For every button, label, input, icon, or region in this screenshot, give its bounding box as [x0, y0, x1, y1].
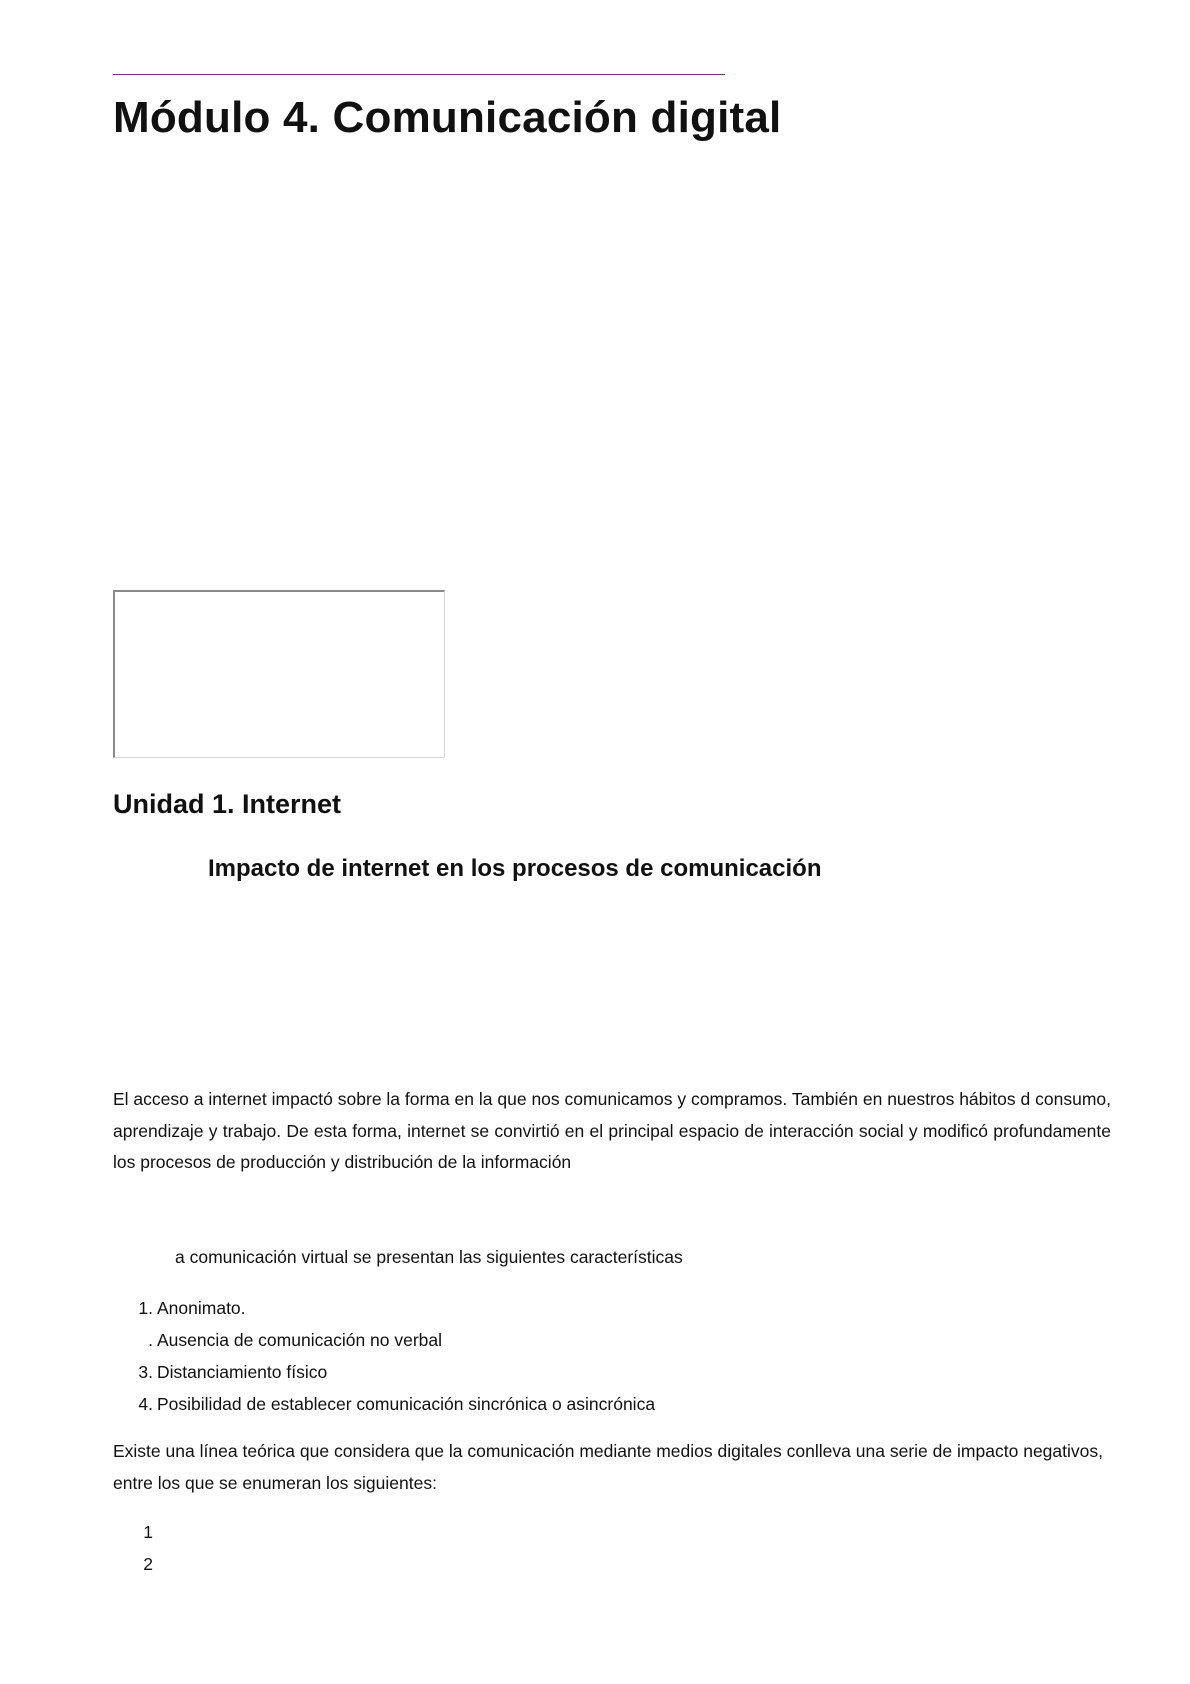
- list-marker: 1.: [138, 1298, 153, 1318]
- list-item-text: Anonimato.: [157, 1298, 246, 1318]
- image-placeholder: [113, 590, 445, 758]
- list-marker: 3.: [138, 1362, 153, 1382]
- list-item: [113, 1292, 655, 1324]
- section-heading: Impacto de internet en los procesos de comunicación: [208, 855, 822, 882]
- list-marker: .: [148, 1330, 153, 1350]
- paragraph-intro: El acceso a internet impactó sobre la forma en la que nos comunicamos y compramos. También en nuestros hábitos d consumo, aprendizaje y trabajo. De esta forma, internet se convirtió en el principal espacio de interacción social y modificó profundamente los procesos de producción y distribución de la información: [113, 1089, 1111, 1172]
- characteristics-intro: a comunicación virtual se presentan las siguientes características: [175, 1247, 683, 1267]
- list-item: [113, 1324, 655, 1356]
- list-item: [113, 1548, 157, 1580]
- list-item: [113, 1356, 655, 1388]
- module-title: Módulo 4. Comunicación digital: [113, 93, 782, 142]
- unit-heading: Unidad 1. Internet: [113, 789, 342, 819]
- list-marker: 4.: [138, 1394, 153, 1414]
- list-marker: 1: [143, 1522, 153, 1542]
- list-marker: 2: [143, 1554, 153, 1574]
- characteristics-list: [113, 1292, 655, 1420]
- list-item-text: Posibilidad de establecer comunicación sincrónica o asincrónica: [157, 1394, 656, 1414]
- list-item-text: Distanciamiento físico: [157, 1362, 328, 1382]
- list-item: [113, 1388, 655, 1420]
- paragraph-negative-impacts: Existe una línea teórica que considera que la comunicación mediante medios digitales conlleva una serie de impacto negativos, entre los que se enumeran los siguientes:: [113, 1441, 1103, 1493]
- title-rule: [113, 74, 725, 75]
- negative-impacts-list: [113, 1516, 157, 1580]
- list-item: [113, 1516, 157, 1548]
- list-item-text: Ausencia de comunicación no verbal: [157, 1330, 443, 1350]
